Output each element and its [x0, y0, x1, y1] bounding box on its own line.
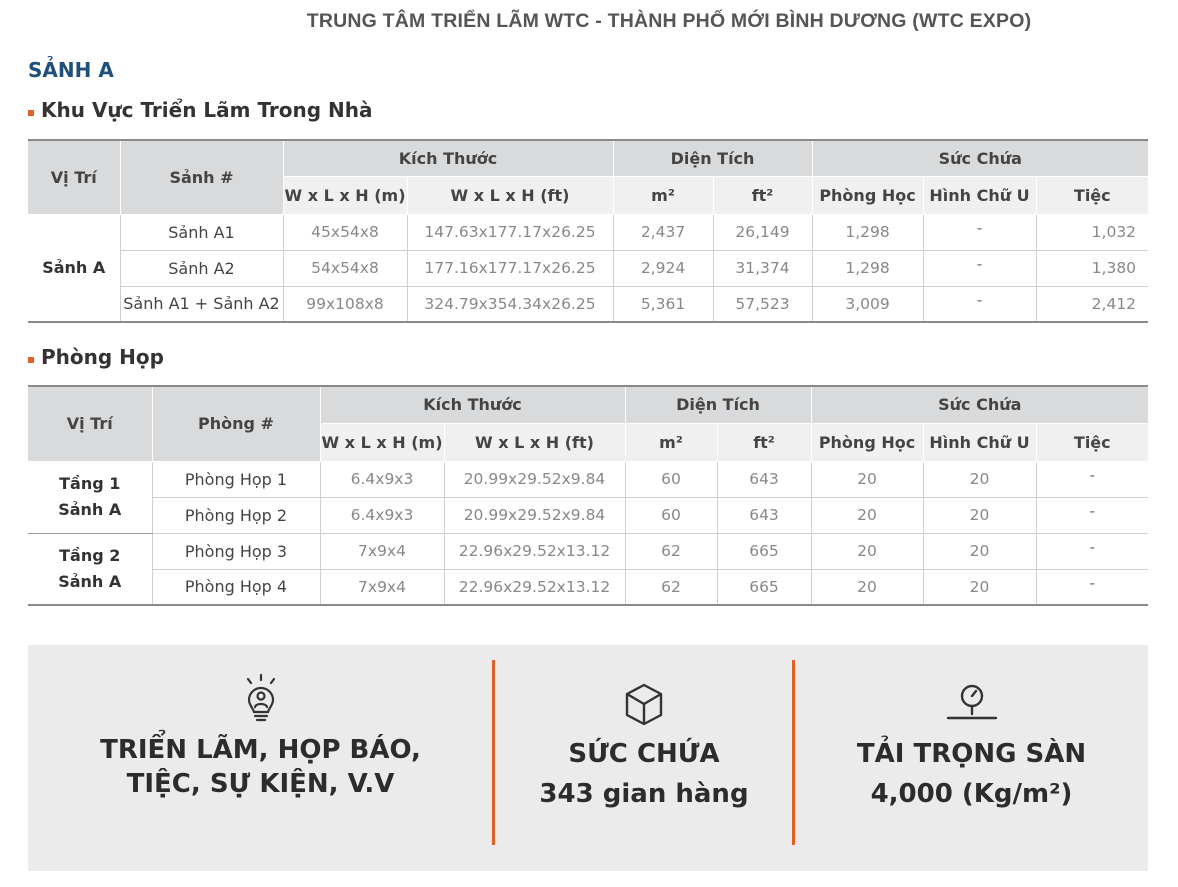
area-ft2: 643: [717, 497, 811, 533]
dim-m: 45x54x8: [283, 214, 407, 250]
capacity-classroom: 20: [811, 533, 923, 569]
exhibition-table: [28, 139, 1148, 323]
info-line1: TẢI TRỌNG SÀN: [856, 739, 1087, 769]
dim-ft: 147.63x177.17x26.25: [407, 214, 613, 250]
capacity-u-shape: -: [923, 286, 1036, 322]
table-row: [28, 286, 1148, 322]
area-m2: 60: [625, 461, 717, 497]
hall-label: Sảnh A: [58, 500, 122, 519]
area-ft2: 665: [717, 569, 811, 605]
capacity-banquet: -: [1036, 497, 1148, 533]
room-name: Phòng Họp 2: [152, 497, 320, 533]
header-u-shape: Hình Chữ U: [923, 176, 1036, 214]
header-m2: m²: [625, 423, 717, 461]
area-ft2: 57,523: [713, 286, 812, 322]
room-name: Phòng Họp 4: [152, 569, 320, 605]
bullet-icon: [28, 110, 34, 116]
capacity-banquet: 1,380: [1036, 250, 1148, 286]
capacity-u-shape: -: [923, 250, 1036, 286]
header-dim-ft: W x L x H (ft): [444, 423, 625, 461]
floor-label: Tầng 2: [59, 545, 121, 565]
area-m2: 5,361: [613, 286, 713, 322]
header-location: Vị Trí: [28, 140, 120, 214]
area-m2: 62: [625, 569, 717, 605]
dim-ft: 324.79x354.34x26.25: [407, 286, 613, 322]
hall-name: Sảnh A2: [120, 250, 283, 286]
floor-load-icon: [946, 683, 998, 727]
header-area: Diện Tích: [625, 386, 811, 423]
capacity-classroom: 20: [811, 497, 923, 533]
meeting-table: [28, 385, 1148, 606]
table-row: [28, 214, 1148, 250]
info-item-events: [28, 645, 493, 871]
meeting-heading: [28, 345, 164, 369]
cube-icon: [624, 683, 664, 731]
dim-ft: 22.96x29.52x13.12: [444, 569, 625, 605]
header-hall: Sảnh #: [120, 140, 283, 214]
bullet-icon: [28, 357, 34, 363]
capacity-banquet: -: [1036, 461, 1148, 497]
floor-label: Tầng 1: [59, 474, 121, 493]
table-row: [28, 497, 1148, 533]
exhibition-heading: [28, 98, 372, 122]
area-ft2: 643: [717, 461, 811, 497]
hall-name: Sảnh A1 + Sảnh A2: [120, 286, 283, 322]
header-area: Diện Tích: [613, 140, 812, 176]
header-classroom: Phòng Học: [811, 423, 923, 461]
area-ft2: 26,149: [713, 214, 812, 250]
info-line1: SỨC CHỨA: [568, 739, 720, 769]
area-m2: 60: [625, 497, 717, 533]
header-dim-m: W x L x H (m): [320, 423, 444, 461]
capacity-classroom: 20: [811, 569, 923, 605]
header-classroom: Phòng Học: [812, 176, 923, 214]
capacity-banquet: 1,032: [1036, 214, 1148, 250]
dim-ft: 177.16x177.17x26.25: [407, 250, 613, 286]
capacity-banquet: 2,412: [1036, 286, 1148, 322]
area-m2: 62: [625, 533, 717, 569]
location-cell: [28, 461, 152, 533]
hall-name: Sảnh A1: [120, 214, 283, 250]
dim-m: 54x54x8: [283, 250, 407, 286]
capacity-u-shape: 20: [923, 461, 1036, 497]
room-name: Phòng Họp 3: [152, 533, 320, 569]
header-banquet: Tiệc: [1036, 423, 1148, 461]
info-panel: [28, 645, 1148, 871]
capacity-banquet: -: [1036, 569, 1148, 605]
table-row: [28, 533, 1148, 569]
info-item-floor-load: [795, 645, 1148, 871]
capacity-u-shape: 20: [923, 533, 1036, 569]
dim-m: 99x108x8: [283, 286, 407, 322]
info-line2: 4,000 (Kg/m²): [870, 779, 1073, 809]
header-capacity: Sức Chứa: [811, 386, 1148, 423]
dim-ft: 20.99x29.52x9.84: [444, 461, 625, 497]
header-room: Phòng #: [152, 386, 320, 461]
info-line1: TRIỂN LÃM, HỌP BÁO,: [100, 735, 421, 765]
header-m2: m²: [613, 176, 713, 214]
header-dim-m: W x L x H (m): [283, 176, 407, 214]
dim-m: 7x9x4: [320, 533, 444, 569]
page-title: TRUNG TÂM TRIỂN LÃM WTC - THÀNH PHỐ MỚI BÌNH DƯƠNG (WTC EXPO): [306, 10, 1032, 32]
location-cell: Sảnh A: [28, 214, 120, 322]
table-row: [28, 250, 1148, 286]
exhibition-heading-text: Khu Vực Triển Lãm Trong Nhà: [41, 98, 373, 122]
room-name: Phòng Họp 1: [152, 461, 320, 497]
dim-m: 7x9x4: [320, 569, 444, 605]
header-location: Vị Trí: [28, 386, 152, 461]
table-row: [28, 461, 1148, 497]
dim-ft: 20.99x29.52x9.84: [444, 497, 625, 533]
capacity-u-shape: 20: [923, 497, 1036, 533]
dim-ft: 22.96x29.52x13.12: [444, 533, 625, 569]
dim-m: 6.4x9x3: [320, 497, 444, 533]
capacity-classroom: 1,298: [812, 250, 923, 286]
area-ft2: 31,374: [713, 250, 812, 286]
hall-title: SẢNH A: [28, 58, 114, 82]
header-dim-ft: W x L x H (ft): [407, 176, 613, 214]
dim-m: 6.4x9x3: [320, 461, 444, 497]
area-m2: 2,924: [613, 250, 713, 286]
location-cell: [28, 533, 152, 605]
header-dimensions: Kích Thước: [320, 386, 625, 423]
hall-label: Sảnh A: [58, 571, 122, 591]
header-capacity: Sức Chứa: [812, 140, 1148, 176]
area-m2: 2,437: [613, 214, 713, 250]
area-ft2: 665: [717, 533, 811, 569]
meeting-heading-text: Phòng Họp: [41, 345, 164, 369]
capacity-banquet: -: [1036, 533, 1148, 569]
table-row: [28, 569, 1148, 605]
capacity-classroom: 1,298: [812, 214, 923, 250]
info-line2: TIỆC, SỰ KIỆN, V.V: [126, 769, 395, 799]
header-ft2: ft²: [713, 176, 812, 214]
header-banquet: Tiệc: [1036, 176, 1148, 214]
capacity-classroom: 3,009: [812, 286, 923, 322]
capacity-u-shape: -: [923, 214, 1036, 250]
info-line2: 343 gian hàng: [539, 779, 749, 809]
capacity-classroom: 20: [811, 461, 923, 497]
info-item-capacity: [494, 645, 794, 871]
header-u-shape: Hình Chữ U: [923, 423, 1036, 461]
header-ft2: ft²: [717, 423, 811, 461]
lightbulb-person-icon: [241, 673, 281, 731]
header-dimensions: Kích Thước: [283, 140, 613, 176]
capacity-u-shape: 20: [923, 569, 1036, 605]
